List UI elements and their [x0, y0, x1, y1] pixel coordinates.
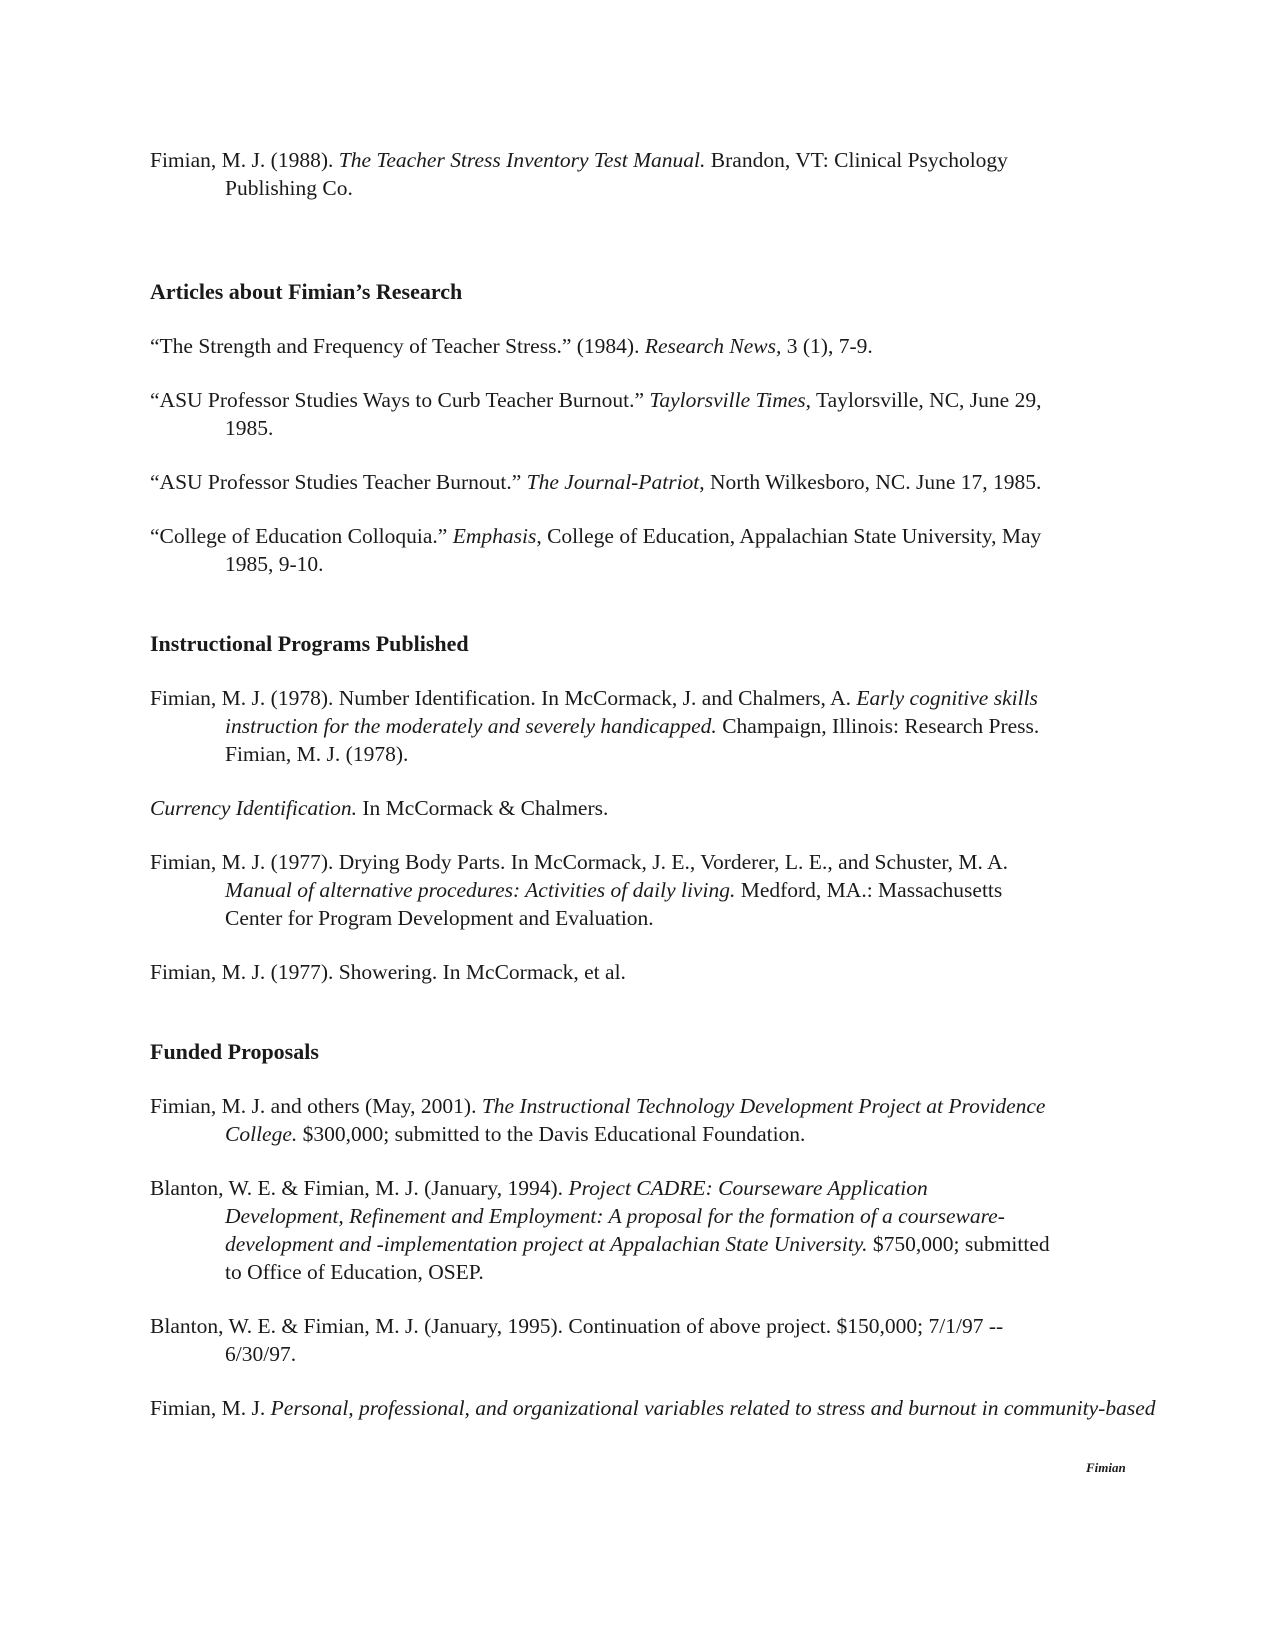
proposal-entry: Blanton, W. E. & Fimian, M. J. (January, 1994). Project CADRE: Courseware Application Development, Refinement and Employment: A proposal for the formation of a courseware-development and -implementation project at Appalachian State University. $750,000; submitted to Office of Education, OSEP.	[150, 1176, 1050, 1284]
article-entry: “ASU Professor Studies Ways to Curb Teacher Burnout.” Taylorsville Times, Taylorsville, NC, June 29, 1985.	[150, 388, 1042, 440]
program-entry: Fimian, M. J. (1977). Showering. In McCormack, et al.	[150, 960, 626, 984]
page-footer: Fimian	[1086, 1460, 1126, 1475]
proposal-entry: Blanton, W. E. & Fimian, M. J. (January, 1995). Continuation of above project. $150,000; 7/1/97 -- 6/30/97.	[150, 1314, 1004, 1366]
proposal-entry: Fimian, M. J. and others (May, 2001). The Instructional Technology Development Project at Providence College. $300,000; submitted to the Davis Educational Foundation.	[150, 1094, 1046, 1146]
article-entry: “The Strength and Frequency of Teacher Stress.” (1984). Research News, 3 (1), 7-9.	[150, 334, 873, 358]
article-entry: “ASU Professor Studies Teacher Burnout.” The Journal-Patriot, North Wilkesboro, NC. June 17, 1985.	[150, 470, 1042, 494]
section-heading-funded: Funded Proposals	[150, 1039, 319, 1064]
program-entry: Fimian, M. J. (1978). Number Identification. In McCormack, J. and Chalmers, A. Early cognitive skills instruction for the moderately and severely handicapped. Champaign, Illinois: Research Press. Fimian, M. J. (1978).	[150, 686, 1040, 766]
program-entry: Fimian, M. J. (1977). Drying Body Parts. In McCormack, J. E., Vorderer, L. E., and Schuster, M. A. Manual of alternative procedures: Activities of daily living. Medford, MA.: Massachusetts Center for Program Development and Evaluation.	[150, 850, 1008, 930]
entry-details: Brandon, VT: Clinical Psychology Publishing Co.	[225, 148, 1008, 200]
article-entry: “College of Education Colloquia.” Emphasis, College of Education, Appalachian State University, May 1985, 9-10.	[150, 524, 1042, 576]
proposal-entry: Fimian, M. J. Personal, professional, and organizational variables related to stress and burnout in community-based	[150, 1396, 1156, 1420]
section-heading-articles: Articles about Fimian’s Research	[150, 279, 463, 304]
program-entry: Currency Identification. In McCormack & Chalmers.	[150, 796, 609, 820]
reference-entry	[150, 146, 1050, 202]
entry-author: Fimian, M. J. (1988).	[150, 148, 339, 172]
entry-title: The Teacher Stress Inventory Test Manual.	[338, 148, 706, 172]
document-page	[150, 146, 1156, 1422]
section-heading-instructional: Instructional Programs Published	[150, 631, 469, 656]
